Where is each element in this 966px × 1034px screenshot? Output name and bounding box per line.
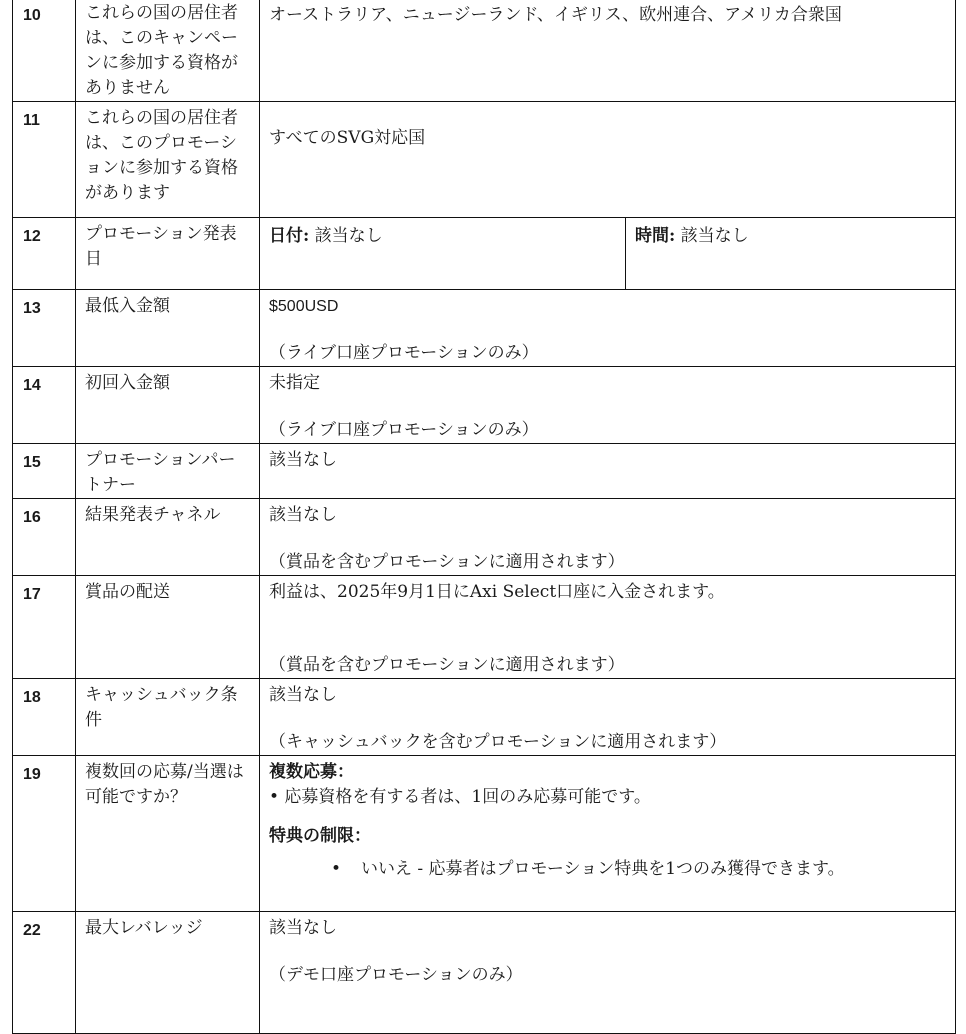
table-row <box>13 576 956 679</box>
promotion-terms-table <box>12 0 956 1034</box>
row-label: 結果発表チャネル <box>76 499 260 576</box>
bullet-dot: • <box>331 859 342 879</box>
note-text: （賞品を含むプロモーションに適用されます） <box>269 552 625 572</box>
row-value <box>260 912 956 1034</box>
row-label: プロモーション発表日 <box>76 218 260 290</box>
row-number: 16 <box>13 499 76 576</box>
time-cell <box>626 218 956 290</box>
note-text: （デモ口座プロモーションのみ） <box>269 965 523 985</box>
row-label: 最低入金額 <box>76 290 260 367</box>
table-row <box>13 679 956 756</box>
row-label: キャッシュバック条件 <box>76 679 260 756</box>
value-text: • 応募資格を有する者は、1回のみ応募可能です。 <box>269 787 651 807</box>
table-row <box>13 0 956 102</box>
bullet-item <box>269 857 946 882</box>
row-value <box>260 290 956 367</box>
value-text: 該当なし <box>269 685 337 705</box>
note-text: （キャッシュバックを含むプロモーションに適用されます） <box>269 732 727 752</box>
row-value <box>260 102 956 218</box>
row-value <box>260 367 956 444</box>
row-label: これらの国の居住者は、このプロモーションに参加する資格があります <box>76 102 260 218</box>
note-text: （ライブ口座プロモーションのみ） <box>269 420 539 440</box>
row-number: 22 <box>13 912 76 1034</box>
row-number: 10 <box>13 0 76 102</box>
row-number: 19 <box>13 756 76 912</box>
row-number: 12 <box>13 218 76 290</box>
row-value: 該当なし <box>260 444 956 499</box>
row-value <box>260 576 956 679</box>
row-label: 初回入金額 <box>76 367 260 444</box>
value-text: 利益は、2025年9月1日にAxi Select口座に入金されます。 <box>269 582 725 602</box>
time-label: 時間: <box>635 226 676 246</box>
date-value: 該当なし <box>309 226 383 246</box>
row-label: 複数回の応募/当選は可能ですか？ <box>76 756 260 912</box>
row-label: 賞品の配送 <box>76 576 260 679</box>
row-number: 15 <box>13 444 76 499</box>
value-text: 該当なし <box>269 918 337 938</box>
row-value <box>260 756 956 912</box>
table-row <box>13 499 956 576</box>
date-label: 日付: <box>269 226 310 246</box>
row-number: 18 <box>13 679 76 756</box>
value-text: 未指定 <box>269 373 320 393</box>
row-number: 17 <box>13 576 76 679</box>
value-text: 該当なし <box>269 505 337 525</box>
note-text: （ライブ口座プロモーションのみ） <box>269 343 539 363</box>
section-heading: 特典の制限： <box>269 826 371 846</box>
table-row <box>13 444 956 499</box>
row-label: 最大レバレッジ <box>76 912 260 1034</box>
time-value: 該当なし <box>675 226 749 246</box>
row-number: 11 <box>13 102 76 218</box>
section-heading: 複数応募： <box>269 762 354 782</box>
table-row <box>13 290 956 367</box>
table-row <box>13 367 956 444</box>
date-cell <box>260 218 626 290</box>
note-text: （賞品を含むプロモーションに適用されます） <box>269 655 625 675</box>
bullet-text: いいえ - 応募者はプロモーション特典を1つのみ獲得できます。 <box>361 859 845 879</box>
row-label: プロモーションパートナー <box>76 444 260 499</box>
row-label: これらの国の居住者は、このキャンペーンに参加する資格がありません <box>76 0 260 102</box>
table-row <box>13 756 956 912</box>
table-row <box>13 218 956 290</box>
table-row <box>13 102 956 218</box>
value-text: すべてのSVG対応国 <box>269 128 426 148</box>
row-value <box>260 679 956 756</box>
row-value: オーストラリア、ニュージーランド、イギリス、欧州連合、アメリカ合衆国 <box>260 0 956 102</box>
row-number: 14 <box>13 367 76 444</box>
table-row <box>13 912 956 1034</box>
value-text: $500USD <box>269 298 339 315</box>
row-number: 13 <box>13 290 76 367</box>
row-value <box>260 499 956 576</box>
